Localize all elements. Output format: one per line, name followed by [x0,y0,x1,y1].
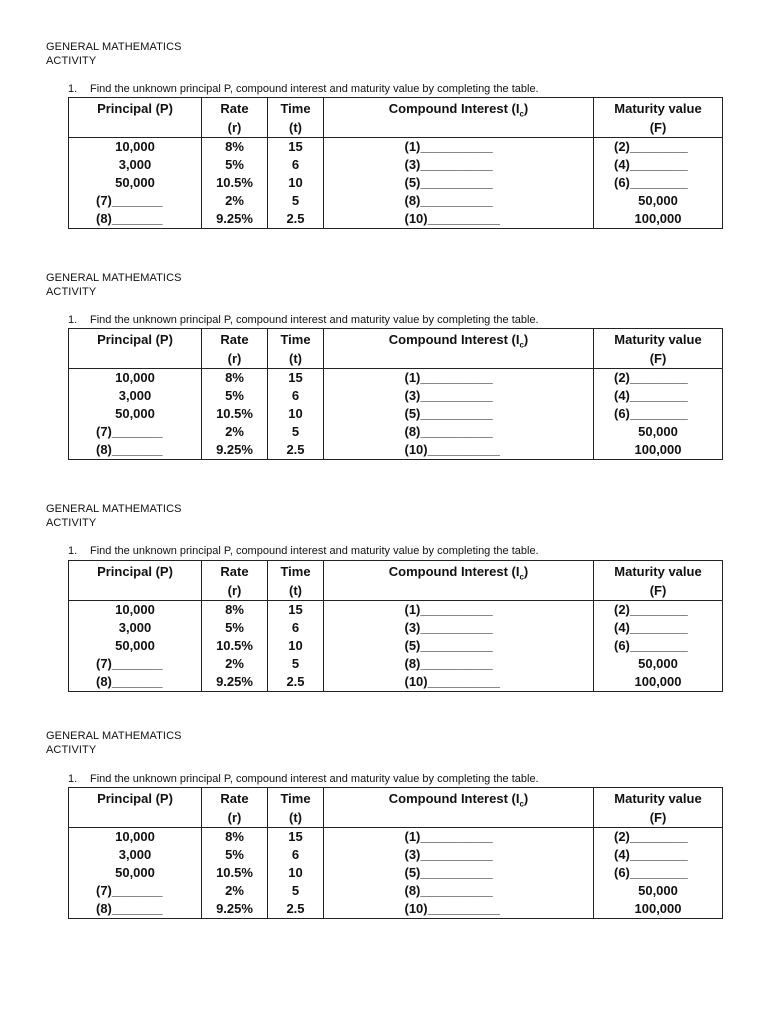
table-cell: 10,000 [69,369,202,388]
table-cell: 50,000 [69,174,202,192]
header-rate [202,788,268,828]
header-subtitle: ACTIVITY [46,517,97,529]
table-row [69,619,723,637]
cell-text: (5)__________ [404,406,493,421]
table-row [69,637,723,655]
table-cell: 2% [202,882,268,900]
header-maturity-value [594,329,723,369]
table-row [69,864,723,882]
cell-text: (t) [289,810,302,825]
table-cell [324,405,594,423]
cell-text: (8)__________ [404,424,493,439]
table-cell: 10 [268,174,324,192]
cell-text: (7)_______ [96,424,163,439]
table-cell: 50,000 [69,637,202,655]
header-compound-interest [324,561,594,601]
table-cell: 8% [202,601,268,620]
table-cell [69,900,202,919]
instruction-number: 1. [68,773,78,785]
header-compound-interest [324,329,594,369]
table-cell: 100,000 [594,210,723,229]
table-cell: 100,000 [594,441,723,460]
instruction [68,83,539,96]
table-cell [324,369,594,388]
table-cell [324,192,594,210]
table-row [69,673,723,692]
table-cell [324,846,594,864]
cell-text: c [519,340,524,350]
cell-text: (r) [227,810,242,825]
table-cell [324,387,594,405]
cell-text: Compound Interest (I [388,332,520,347]
instruction [68,545,539,558]
header-principal [69,561,202,601]
compound-interest-table [68,97,723,229]
table-row [69,900,723,919]
cell-text: (8)_______ [96,901,163,916]
table-cell: 5 [268,882,324,900]
cell-text: (3)__________ [404,847,493,862]
cell-text: (3)__________ [404,620,493,635]
table-cell: 6 [268,156,324,174]
table-cell: 10 [268,405,324,423]
table-cell [324,882,594,900]
table-cell [594,174,723,192]
compound-interest-table [68,328,723,460]
header-rate [202,98,268,138]
table-cell: 3,000 [69,156,202,174]
cell-text: Maturity value [614,791,702,806]
table-cell [594,619,723,637]
table-cell [594,864,723,882]
cell-text: (F) [649,810,667,825]
table-cell: 6 [268,387,324,405]
table-row [69,387,723,405]
cell-text: Time [280,791,311,806]
table-row [69,655,723,673]
cell-text: ) [523,791,529,806]
cell-text: (6)________ [614,865,688,880]
table-cell: 10,000 [69,138,202,157]
cell-text: (t) [289,351,302,366]
header-rate [202,561,268,601]
table-cell [69,673,202,692]
header-time [268,561,324,601]
table-cell [594,846,723,864]
cell-text: (t) [289,120,302,135]
cell-text: c [519,799,524,809]
table-cell [594,138,723,157]
cell-text: (1)__________ [404,370,493,385]
cell-text: (F) [649,351,667,366]
cell-text: Rate [220,564,249,579]
instruction-number: 1. [68,545,78,557]
table-cell: 3,000 [69,387,202,405]
table-cell: 10,000 [69,828,202,847]
header-title: GENERAL MATHEMATICS [46,41,182,53]
cell-text: (F) [649,120,667,135]
table-header-row [69,561,723,601]
cell-text: (2)________ [614,139,688,154]
cell-text: Principal (P) [97,101,173,116]
cell-text: ) [523,101,529,116]
cell-text: Rate [220,332,249,347]
table-cell [324,619,594,637]
instruction-text: Find the unknown principal P, compound interest and maturity value by completing the table. [90,773,539,785]
table-cell [324,210,594,229]
table-cell: 6 [268,846,324,864]
header-subtitle: ACTIVITY [46,744,97,756]
table-cell: 8% [202,828,268,847]
table-cell: 10 [268,864,324,882]
table-cell [324,828,594,847]
cell-text: (7)_______ [96,656,163,671]
table-cell: 5% [202,156,268,174]
cell-text: Principal (P) [97,564,173,579]
cell-text: Time [280,564,311,579]
table-cell [69,655,202,673]
table-cell: 3,000 [69,619,202,637]
cell-text: (2)________ [614,370,688,385]
instruction-number: 1. [68,83,78,95]
table-cell: 100,000 [594,673,723,692]
instruction-text: Find the unknown principal P, compound interest and maturity value by completing the table. [90,83,539,95]
cell-text: (8)_______ [96,211,163,226]
table-cell: 5% [202,387,268,405]
compound-interest-table [68,560,723,692]
header-maturity-value [594,561,723,601]
cell-text: Maturity value [614,101,702,116]
table-cell [594,387,723,405]
instruction-text: Find the unknown principal P, compound interest and maturity value by completing the table. [90,314,539,326]
cell-text: (8)__________ [404,656,493,671]
header-time [268,788,324,828]
table-row [69,423,723,441]
cell-text: (1)__________ [404,829,493,844]
cell-text: Compound Interest (I [388,791,520,806]
table-cell: 8% [202,138,268,157]
cell-text: Compound Interest (I [388,564,520,579]
instruction-number: 1. [68,314,78,326]
cell-text: (4)________ [614,620,688,635]
cell-text: (t) [289,583,302,598]
cell-text: (8)_______ [96,442,163,457]
table-header-row [69,329,723,369]
table-cell: 100,000 [594,900,723,919]
table-cell: 2.5 [268,210,324,229]
cell-text: (8)__________ [404,193,493,208]
table-row [69,882,723,900]
header-principal [69,98,202,138]
table-cell [324,637,594,655]
activity-header [46,502,182,530]
table-cell [594,405,723,423]
table-cell: 15 [268,828,324,847]
table-row [69,156,723,174]
header-time [268,98,324,138]
cell-text: (10)__________ [404,674,500,689]
table-row [69,174,723,192]
table-cell [594,637,723,655]
cell-text: Rate [220,101,249,116]
header-principal [69,329,202,369]
cell-text: (3)__________ [404,388,493,403]
cell-text: (4)________ [614,847,688,862]
table-cell: 50,000 [594,192,723,210]
header-compound-interest [324,98,594,138]
table-cell: 50,000 [594,655,723,673]
header-maturity-value [594,788,723,828]
table-cell [324,900,594,919]
table-cell: 10.5% [202,864,268,882]
cell-text: (7)_______ [96,193,163,208]
cell-text: (2)________ [614,602,688,617]
cell-text: (6)________ [614,406,688,421]
cell-text: (8)__________ [404,883,493,898]
table-row [69,846,723,864]
table-cell [69,441,202,460]
cell-text: Maturity value [614,332,702,347]
cell-text: Principal (P) [97,791,173,806]
instruction-text: Find the unknown principal P, compound interest and maturity value by completing the table. [90,545,539,557]
table-cell [69,210,202,229]
cell-text: (2)________ [614,829,688,844]
table-cell: 5% [202,846,268,864]
cell-text: Time [280,101,311,116]
table-cell [594,369,723,388]
cell-text: c [519,572,524,582]
cell-text: (8)_______ [96,674,163,689]
table-cell: 50,000 [594,882,723,900]
table-cell: 9.25% [202,900,268,919]
table-cell [594,156,723,174]
cell-text: (F) [649,583,667,598]
table-cell: 2% [202,655,268,673]
table-cell [69,423,202,441]
header-subtitle: ACTIVITY [46,55,97,67]
cell-text: (5)__________ [404,865,493,880]
table-row [69,601,723,620]
table-cell: 2.5 [268,673,324,692]
cell-text: ) [523,564,529,579]
cell-text: (4)________ [614,388,688,403]
table-row [69,441,723,460]
cell-text: (4)________ [614,157,688,172]
table-header-row [69,98,723,138]
instruction [68,773,539,786]
table-cell [324,601,594,620]
header-principal [69,788,202,828]
table-cell [594,601,723,620]
table-cell: 5% [202,619,268,637]
compound-interest-table [68,787,723,919]
table-cell: 2% [202,423,268,441]
table-row [69,210,723,229]
table-cell: 5 [268,423,324,441]
table-cell: 10.5% [202,174,268,192]
table-cell: 8% [202,369,268,388]
table-cell: 50,000 [69,405,202,423]
cell-text: (10)__________ [404,901,500,916]
cell-text: (5)__________ [404,175,493,190]
table-cell: 2.5 [268,441,324,460]
table-cell: 50,000 [594,423,723,441]
table-cell [69,882,202,900]
cell-text: (r) [227,120,242,135]
cell-text: Maturity value [614,564,702,579]
cell-text: (1)__________ [404,139,493,154]
cell-text: (r) [227,583,242,598]
cell-text: (10)__________ [404,442,500,457]
header-compound-interest [324,788,594,828]
cell-text: (10)__________ [404,211,500,226]
table-cell [324,138,594,157]
cell-text: (1)__________ [404,602,493,617]
table-cell: 15 [268,601,324,620]
cell-text: (3)__________ [404,157,493,172]
cell-text: Compound Interest (I [388,101,520,116]
table-cell [324,673,594,692]
cell-text: c [519,109,524,119]
cell-text: ) [523,332,529,347]
table-row [69,192,723,210]
table-cell [324,864,594,882]
table-header-row [69,788,723,828]
cell-text: Principal (P) [97,332,173,347]
table-row [69,369,723,388]
table-cell: 10.5% [202,637,268,655]
table-cell: 9.25% [202,210,268,229]
table-cell: 50,000 [69,864,202,882]
table-cell [594,828,723,847]
cell-text: (6)________ [614,175,688,190]
table-cell: 15 [268,138,324,157]
cell-text: (5)__________ [404,638,493,653]
cell-text: (r) [227,351,242,366]
cell-text: Time [280,332,311,347]
cell-text: (7)_______ [96,883,163,898]
table-cell: 6 [268,619,324,637]
table-cell: 10 [268,637,324,655]
table-cell: 3,000 [69,846,202,864]
header-subtitle: ACTIVITY [46,286,97,298]
table-cell [324,441,594,460]
activity-header [46,271,182,299]
table-cell: 10,000 [69,601,202,620]
table-cell: 10.5% [202,405,268,423]
header-title: GENERAL MATHEMATICS [46,272,182,284]
table-row [69,138,723,157]
header-maturity-value [594,98,723,138]
table-cell [324,423,594,441]
header-title: GENERAL MATHEMATICS [46,503,182,515]
activity-header [46,729,182,757]
table-cell: 2% [202,192,268,210]
table-cell [324,156,594,174]
table-cell: 9.25% [202,441,268,460]
table-cell: 15 [268,369,324,388]
table-row [69,828,723,847]
table-row [69,405,723,423]
cell-text: (6)________ [614,638,688,653]
cell-text: Rate [220,791,249,806]
instruction [68,314,539,327]
table-cell: 5 [268,192,324,210]
table-cell: 5 [268,655,324,673]
table-cell: 9.25% [202,673,268,692]
header-time [268,329,324,369]
table-cell [324,655,594,673]
header-rate [202,329,268,369]
header-title: GENERAL MATHEMATICS [46,730,182,742]
activity-header [46,40,182,68]
table-cell [324,174,594,192]
table-cell: 2.5 [268,900,324,919]
table-cell [69,192,202,210]
